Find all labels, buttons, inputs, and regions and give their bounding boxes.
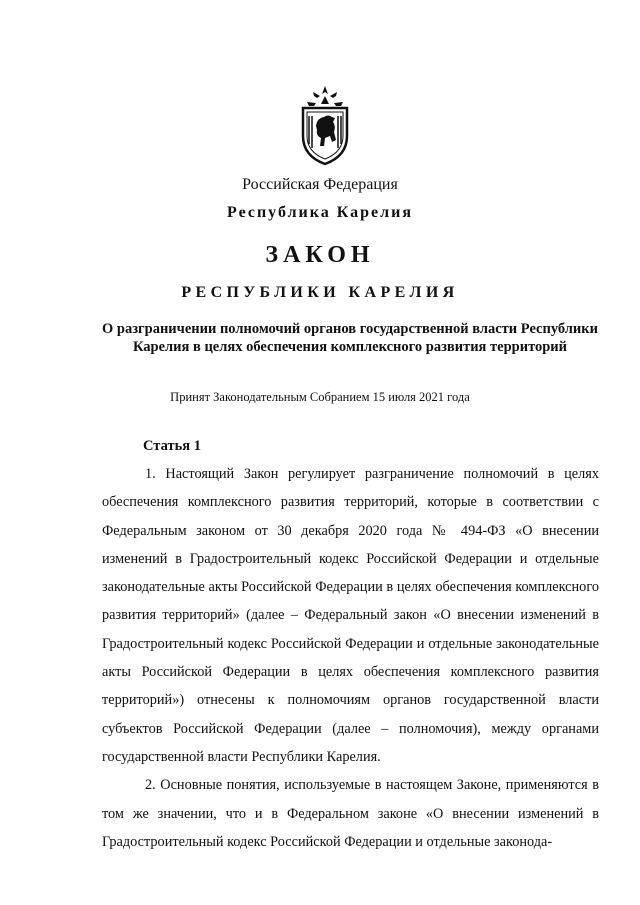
document-issuer: РЕСПУБЛИКИ КАРЕЛИЯ: [181, 284, 459, 301]
article-paragraph: 2. Основные понятия, используемые в настоящем Законе, применяются в том же значении, что и в Федеральном законе «О внесении изменений в Градостроительный кодекс Российской Федерации и отдельные законода-: [102, 777, 599, 850]
acceptance-note: Принят Законодательным Собранием 15 июля 2021 года: [170, 390, 470, 404]
republic-name: Республика Карелия: [227, 204, 413, 221]
article-body: [102, 460, 599, 856]
law-title: О разграничении полномочий органов государственной власти Республики Карелия в целях обеспечения комплексного развития территорий: [102, 321, 598, 355]
country-name: Российская Федерация: [242, 176, 398, 193]
article-paragraph: 1. Настоящий Закон регулирует разграничение полномочий в целях обеспечения комплексного развития территорий, которые в соответствии с Федеральным законом от 30 декабря 2020 года № 494-ФЗ «О внесении изменений в Градостроительный кодекс Российской Федерации и отдельные законодательные акты Российской Федерации в целях обеспечения комплексного развития территорий» (далее – Федеральный закон «О внесении изменений в Градостроительный кодекс Российской Федерации и отдельные законодательные акты Российской Федерации в целях обеспечения комплексного развития территорий») отнесены к полномочиям органов государственной власти субъектов Российской Федерации (далее – полномочия), между органами государственной власти Республики Карелия.: [102, 466, 599, 765]
article-heading: Статья 1: [143, 438, 201, 454]
coat-of-arms-emblem: [297, 84, 353, 166]
document-type: ЗАКОН: [265, 242, 375, 268]
